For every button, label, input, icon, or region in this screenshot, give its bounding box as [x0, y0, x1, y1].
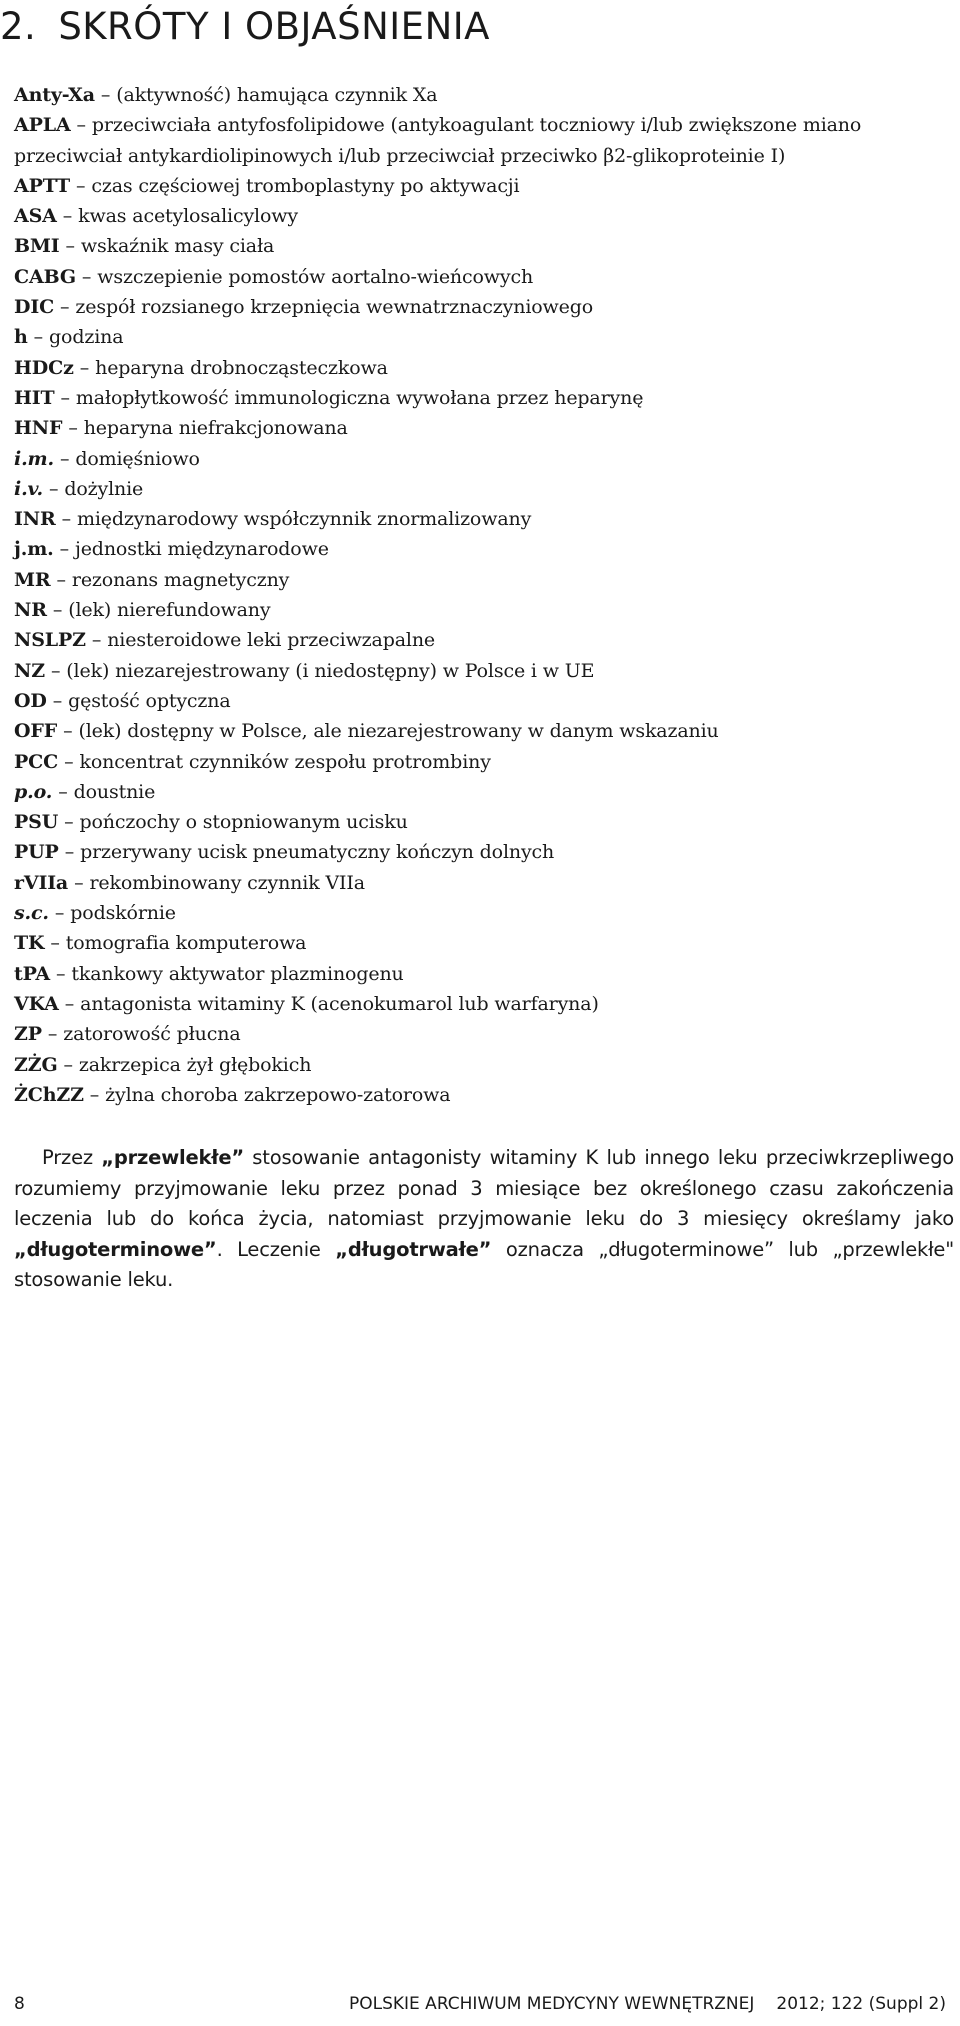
abbreviation-item: [14, 868, 954, 898]
abbreviation-term: HNF: [14, 417, 63, 440]
abbreviation-definition: pończochy o stopniowanym ucisku: [79, 811, 408, 834]
abbreviation-term: i.m.: [14, 447, 54, 470]
abbreviation-term: HIT: [14, 386, 55, 409]
abbreviation-definition: żylna choroba zakrzepowo-zatorowa: [105, 1083, 451, 1106]
abbreviation-item: [14, 777, 954, 807]
abbreviation-term: PCC: [14, 750, 59, 773]
abbreviation-term: j.m.: [14, 538, 54, 561]
abbreviation-definition: doustnie: [73, 780, 156, 803]
paragraph-text-2: stosowanie antagonisty witaminy K lub innego leku przeciwkrzepliwego rozumiemy przyjmowanie leku przez ponad 3 miesiące bez określonego czasu zakończenia leczenia lub do końca życia, natomiast przyjmowanie leku do 3 miesięcy określamy jako: [14, 1146, 955, 1230]
abbreviation-dash: –: [60, 296, 70, 319]
abbreviation-item: [14, 625, 954, 655]
abbreviation-dash: –: [64, 750, 74, 773]
abbreviation-definition: tomografia komputerowa: [65, 932, 307, 955]
abbreviation-item: [14, 747, 954, 777]
abbreviation-definition: gęstość optyczna: [68, 689, 231, 712]
abbreviation-definition: (lek) niezarejestrowany (i niedostępny) w Polsce i w UE: [66, 659, 595, 682]
abbreviation-item: [14, 959, 954, 989]
abbreviation-term: ZŻG: [14, 1053, 58, 1076]
abbreviation-dash: –: [76, 114, 86, 137]
abbreviation-item: [14, 656, 954, 686]
abbreviation-item: [14, 1019, 954, 1049]
abbreviation-item: [14, 262, 954, 292]
abbreviation-term: PSU: [14, 811, 59, 834]
abbreviation-term: DIC: [14, 296, 55, 319]
abbreviation-dash: –: [56, 568, 66, 591]
paragraph-text-4: oznacza „długoterminowe” lub „przewlekłe" stosowanie leku.: [14, 1237, 954, 1291]
abbreviation-definition: niesteroidowe leki przeciwzapalne: [107, 629, 436, 652]
abbreviation-item: [14, 898, 954, 928]
abbreviation-term: NZ: [14, 659, 45, 682]
abbreviation-term: BMI: [14, 235, 60, 258]
paragraph-text-1: Przez: [42, 1146, 102, 1169]
abbreviation-term: HDCz: [14, 356, 74, 379]
section-heading: [0, 4, 490, 50]
abbreviation-term: VKA: [14, 992, 59, 1015]
abbreviation-definition: jednostki międzynarodowe: [74, 538, 329, 561]
abbreviation-term: p.o.: [14, 780, 53, 803]
abbreviation-term: Anty-Xa: [14, 84, 95, 106]
abbreviation-dash: –: [64, 811, 74, 834]
abbreviation-dash: –: [48, 477, 59, 500]
abbreviation-item: [14, 444, 954, 474]
abbreviation-definition: zespół rozsianego krzepnięcia wewnatrznaczyniowego: [75, 296, 594, 319]
abbreviation-item: [14, 413, 954, 443]
abbreviation-item: [14, 231, 954, 261]
abbreviation-dash: –: [81, 265, 92, 288]
section-title: SKRÓTY I OBJAŚNIENIA: [58, 5, 490, 48]
abbreviation-dash: –: [47, 1023, 58, 1046]
abbreviation-item: [14, 504, 954, 534]
abbreviation-definition: (lek) dostępny w Polsce, ale niezarejestrowany w danym wskazaniu: [78, 720, 719, 743]
abbreviation-term: PUP: [14, 841, 59, 864]
abbreviation-dash: –: [100, 84, 111, 106]
abbreviation-dash: –: [76, 174, 86, 197]
abbreviation-definition: godzina: [49, 326, 124, 349]
abbreviation-dash: –: [50, 932, 60, 955]
abbreviation-dash: –: [60, 386, 70, 409]
abbreviation-definition: domięśniowo: [75, 447, 200, 470]
abbreviation-term: OD: [14, 689, 47, 712]
abbreviation-item: [14, 716, 954, 746]
abbreviation-item: [14, 807, 954, 837]
abbreviation-dash: –: [64, 992, 75, 1015]
abbreviation-term: OFF: [14, 720, 58, 743]
abbreviation-dash: –: [89, 1083, 100, 1106]
abbreviation-term: NR: [14, 599, 47, 622]
abbreviation-item: [14, 686, 954, 716]
abbreviation-item: [14, 565, 954, 595]
abbreviation-dash: –: [61, 508, 71, 531]
abbreviation-item: [14, 534, 954, 564]
abbreviation-term: APLA: [14, 114, 71, 137]
abbreviation-dash: –: [79, 356, 90, 379]
abbreviation-definition: zatorowość płucna: [63, 1023, 241, 1046]
abbreviation-dash: –: [62, 205, 73, 228]
abbreviation-dash: –: [68, 417, 78, 440]
abbreviation-item: [14, 474, 954, 504]
abbreviation-definition: wskaźnik masy ciała: [80, 235, 275, 258]
abbreviation-term: MR: [14, 568, 51, 591]
abbreviation-definition: (aktywność) hamująca czynnik Xa: [116, 84, 438, 106]
abbreviation-item: [14, 837, 954, 867]
abbreviation-dash: –: [64, 841, 75, 864]
abbreviation-dash: –: [63, 720, 73, 743]
abbreviation-dash: –: [50, 659, 61, 682]
section-number: 2.: [0, 5, 37, 48]
abbreviation-term: s.c.: [14, 902, 49, 925]
abbreviation-dash: –: [58, 780, 68, 803]
abbreviation-term: TK: [14, 932, 45, 955]
journal-citation: [349, 1990, 946, 2018]
abbreviation-definition: antagonista witaminy K (acenokumarol lub warfaryna): [80, 992, 599, 1015]
abbreviation-item: [14, 171, 954, 201]
abbreviation-item: [14, 322, 954, 352]
abbreviation-item: [14, 928, 954, 958]
abbreviation-definition: koncentrat czynników zespołu protrombiny: [79, 750, 491, 773]
abbreviation-term: rVIIa: [14, 871, 69, 894]
abbreviation-item: [14, 383, 954, 413]
abbreviation-dash: –: [55, 962, 66, 985]
abbreviation-definition: podskórnie: [70, 902, 176, 925]
abbreviation-dash: –: [74, 871, 84, 894]
abbreviation-definition: wszczepienie pomostów aortalno-wieńcowych: [97, 265, 534, 288]
abbreviation-definition: (lek) nierefundowany: [68, 599, 271, 622]
abbreviation-definition: kwas acetylosalicylowy: [78, 205, 298, 228]
abbreviation-definition: czas częściowej tromboplastyny po aktywacji: [91, 174, 520, 197]
abbreviation-item: [14, 989, 954, 1019]
paragraph-text-3: . Leczenie: [216, 1237, 336, 1261]
abbreviation-item: [14, 201, 954, 231]
journal-name: POLSKIE ARCHIWUM MEDYCYNY WEWNĘTRZNEJ: [348, 1994, 755, 2014]
abbreviation-term: i.v.: [14, 477, 43, 500]
journal-issue: 2012; 122 (Suppl 2): [776, 1994, 946, 2014]
abbreviation-term: ASA: [14, 205, 57, 228]
abbreviation-term: CABG: [14, 265, 76, 288]
abbreviation-definition: międzynarodowy współczynnik znormalizowany: [76, 508, 532, 531]
abbreviation-definition: tkankowy aktywator plazminogenu: [71, 962, 404, 985]
abbreviation-definition: zakrzepica żył głębokich: [78, 1053, 312, 1076]
abbreviation-item: [14, 292, 954, 322]
abbreviation-term: ZP: [14, 1023, 42, 1046]
abbreviation-term: h: [14, 326, 28, 349]
abbreviation-term: tPA: [14, 962, 50, 985]
page-number: 8: [14, 1994, 25, 2014]
abbreviation-dash: –: [54, 902, 65, 925]
abbreviation-item: [14, 1050, 954, 1080]
abbreviation-definition: przeciwciała antyfosfolipidowe (antykoagulant toczniowy i/lub zwiększone miano przeciwciał antykardiolipinowych i/lub przeciwciał przeciwko β2-glikoproteinie I): [14, 114, 862, 167]
abbreviation-definition: heparyna niefrakcjonowana: [83, 417, 348, 440]
abbreviation-term: ŻChZZ: [14, 1083, 84, 1106]
abbreviation-term: APTT: [14, 174, 71, 197]
abbreviation-item: [14, 595, 954, 625]
abbreviation-item: [14, 1080, 954, 1110]
paragraph-bold-dlugotrwale: „długotrwałe”: [335, 1237, 492, 1261]
abbreviation-dash: –: [59, 538, 69, 561]
paragraph-bold-przewlekle: „przewlekłe”: [101, 1146, 244, 1169]
abbreviation-term: INR: [14, 508, 56, 531]
abbreviation-item: [14, 353, 954, 383]
abbreviation-term: NSLPZ: [14, 629, 86, 652]
abbreviation-item: [14, 80, 954, 110]
abbreviation-dash: –: [33, 326, 44, 349]
abbreviation-dash: –: [59, 447, 70, 470]
page-footer: [14, 1990, 946, 2018]
abbreviation-definition: rekombinowany czynnik VIIa: [89, 871, 365, 894]
abbreviation-dash: –: [52, 689, 63, 712]
abbreviation-definition: przerywany ucisk pneumatyczny kończyn dolnych: [80, 841, 555, 864]
abbreviation-item: [14, 110, 954, 171]
abbreviation-dash: –: [65, 235, 75, 258]
definition-paragraph: [14, 1143, 954, 1296]
abbreviation-definition: małopłytkowość immunologiczna wywołana przez heparynę: [75, 386, 644, 409]
abbreviation-dash: –: [63, 1053, 73, 1076]
abbreviation-list: [14, 80, 954, 1110]
abbreviation-definition: heparyna drobnocząsteczkowa: [95, 356, 388, 379]
paragraph-bold-dlugoterminowe: „długoterminowe”: [14, 1237, 217, 1261]
abbreviation-dash: –: [52, 599, 63, 622]
abbreviation-dash: –: [91, 629, 102, 652]
abbreviation-definition: dożylnie: [64, 477, 144, 500]
abbreviation-definition: rezonans magnetyczny: [71, 568, 290, 591]
